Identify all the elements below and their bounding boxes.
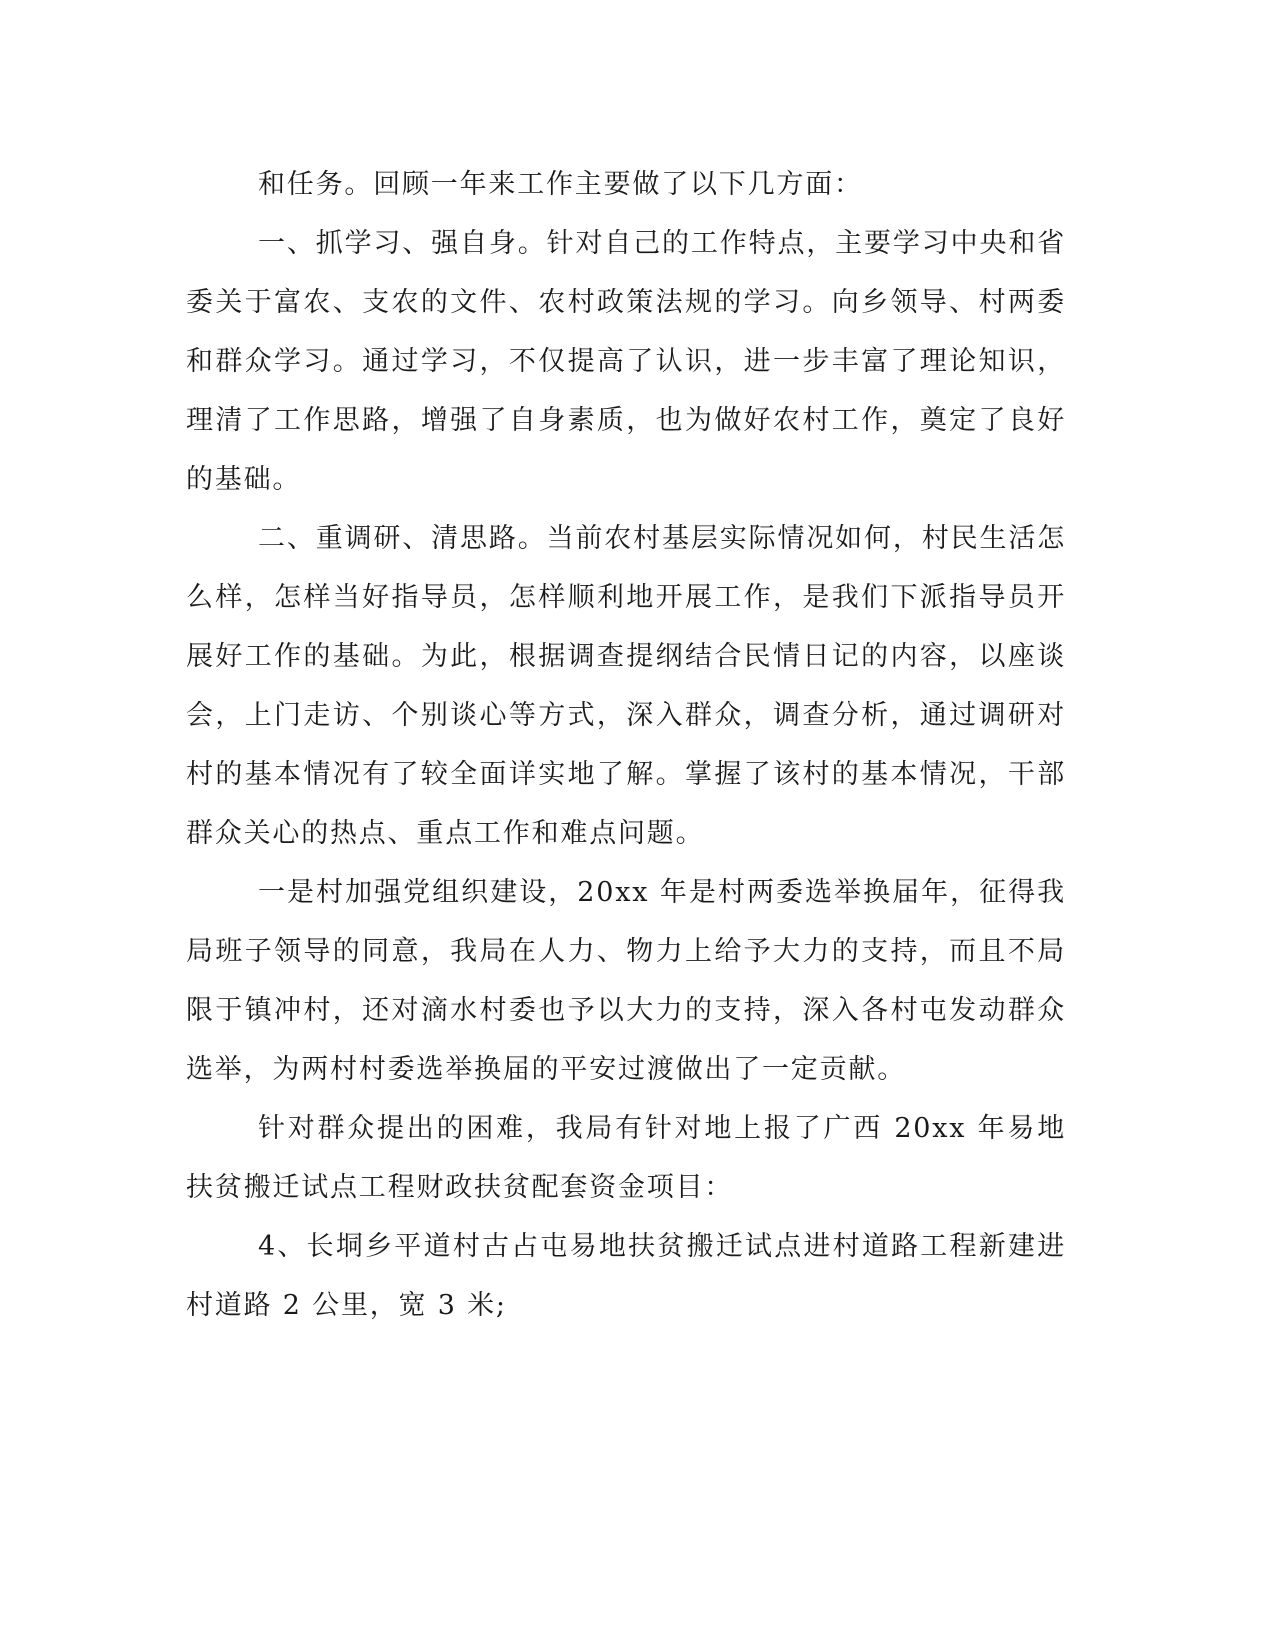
paragraph-study: 一、抓学习、强自身。针对自己的工作特点，主要学习中央和省委关于富农、支农的文件、农村政策法规的学习。向乡领导、村两委和群众学习。通过学习，不仅提高了认识，进一步丰富了理论知识，理清了工作思路，增强了自身素质，也为做好农村工作，奠定了良好的基础。: [186, 228, 1066, 495]
paragraph-research: 二、重调研、清思路。当前农村基层实际情况如何，村民生活怎么样，怎样当好指导员，怎样顺利地开展工作，是我们下派指导员开展好工作的基础。为此，根据调查提纲结合民情日记的内容，以座谈会，上门走访、个别谈心等方式，深入群众，调查分析，通过调研对村的基本情况有了较全面详实地了解。掌握了该村的基本情况，干部群众关心的热点、重点工作和难点问题。: [186, 523, 1066, 849]
document-body: [186, 155, 1066, 1335]
paragraph-tasks-intro: 和任务。回顾一年来工作主要做了以下几方面：: [258, 169, 863, 200]
paragraph-party-building: 一是村加强党组织建设，20xx 年是村两委选举换届年，征得我局班子领导的同意，我局在人力、物力上给予大力的支持，而且不局限于镇冲村，还对滴水村委也予以大力的支持，深入各村屯发动群众选举，为两村村委选举换届的平安过渡做出了一定贡献。: [186, 877, 1066, 1085]
paragraph-road-project: 4、长垌乡平道村古占屯易地扶贫搬迁试点进村道路工程新建进村道路 2 公里，宽 3 米;: [186, 1231, 1066, 1321]
paragraph-poverty-project: 针对群众提出的困难，我局有针对地上报了广西 20xx 年易地扶贫搬迁试点工程财政扶贫配套资金项目：: [186, 1113, 1066, 1203]
